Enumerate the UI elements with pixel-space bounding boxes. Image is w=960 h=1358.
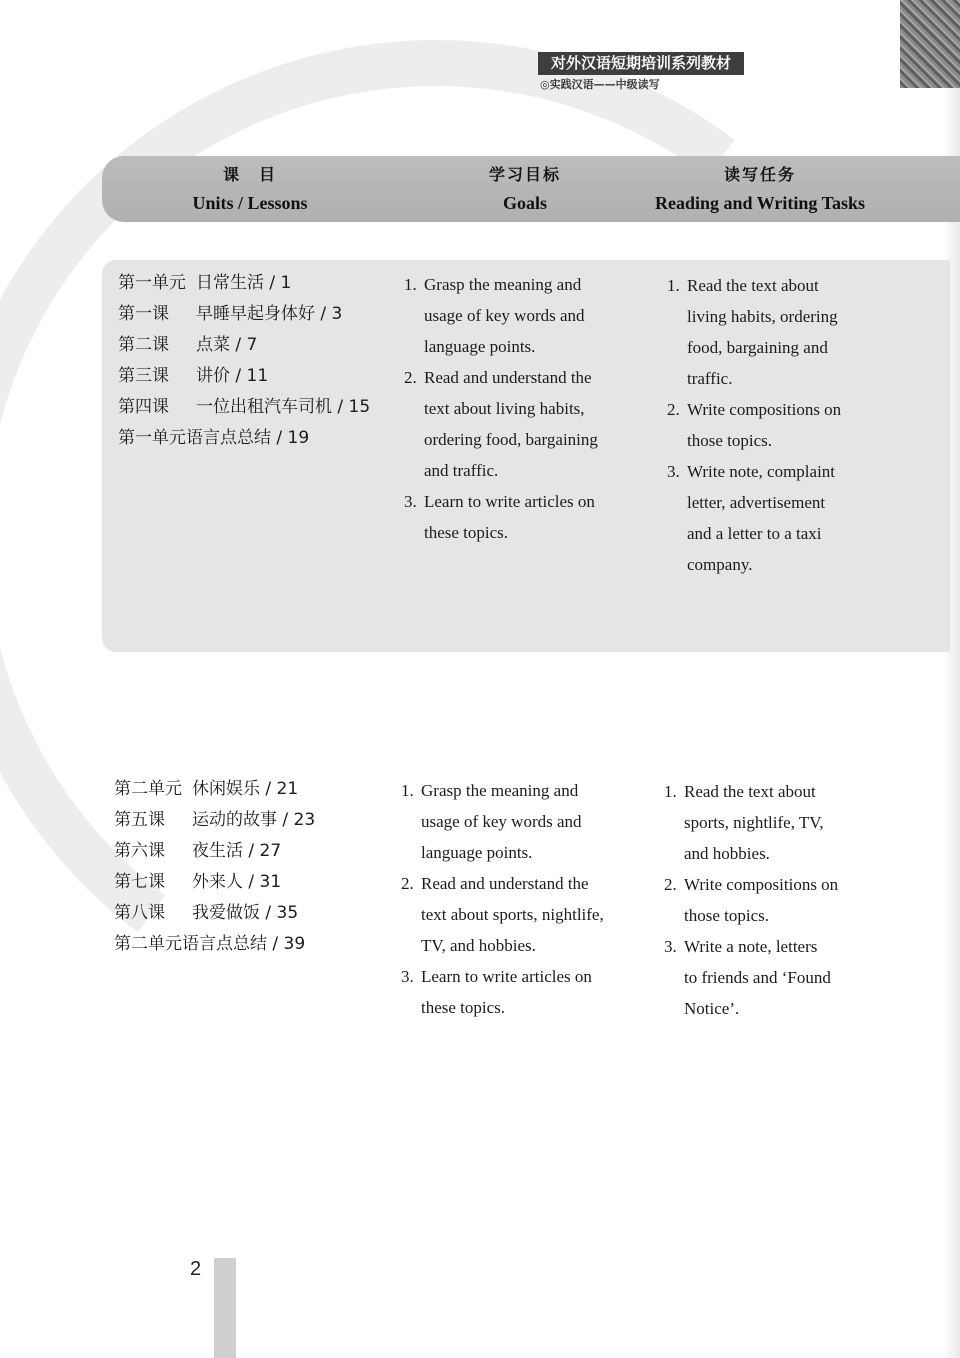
corner-texture xyxy=(900,0,960,88)
goal-item xyxy=(401,775,641,868)
goal-item xyxy=(404,362,634,486)
lesson-number: 第一单元 xyxy=(118,273,186,293)
goal-line: Learn to write articles on xyxy=(424,492,595,511)
unit-2-tasks xyxy=(664,776,894,1024)
header-goals xyxy=(440,162,610,214)
task-line: and hobbies. xyxy=(684,844,770,863)
unit-1-lessons xyxy=(118,268,370,454)
task-item xyxy=(667,270,897,394)
task-line: traffic. xyxy=(687,369,733,388)
header-tasks-en: Reading and Writing Tasks xyxy=(655,193,865,213)
task-line: Notice’. xyxy=(684,999,740,1018)
unit-2-goals xyxy=(401,775,641,1023)
lesson-row xyxy=(118,330,370,361)
lesson-title: 外来人 / 31 xyxy=(192,872,282,892)
goal-line: language points. xyxy=(421,843,533,862)
task-item xyxy=(664,776,894,869)
task-number: 2. xyxy=(664,875,677,894)
goal-item xyxy=(404,269,634,362)
task-line: letter, advertisement xyxy=(687,493,826,512)
lesson-title: 日常生活 / 1 xyxy=(196,273,292,293)
lesson-number: 第二课 xyxy=(118,335,169,355)
lesson-row xyxy=(118,268,370,299)
task-number: 3. xyxy=(664,937,677,956)
goal-line: text about sports, nightlife, xyxy=(421,905,604,924)
task-line: living habits, ordering xyxy=(687,307,838,326)
lesson-number: 第二单元 xyxy=(114,779,182,799)
task-line: and a letter to a taxi xyxy=(687,524,822,543)
goal-line: usage of key words and xyxy=(424,306,585,325)
goal-item xyxy=(401,868,641,961)
lesson-title: 一位出租汽车司机 / 15 xyxy=(196,397,371,417)
lesson-number: 第八课 xyxy=(114,903,165,923)
lesson-number: 第五课 xyxy=(114,810,165,830)
lesson-title: 讲价 / 11 xyxy=(196,366,269,386)
task-item xyxy=(667,456,897,580)
goal-line: text about living habits, xyxy=(424,399,585,418)
goal-line: Read and understand the xyxy=(421,874,589,893)
goal-line: Learn to write articles on xyxy=(421,967,592,986)
series-title: 对外汉语短期培训系列教材 xyxy=(538,52,744,75)
header-units xyxy=(160,162,340,214)
lesson-title: 运动的故事 / 23 xyxy=(192,810,316,830)
lesson-number: 第四课 xyxy=(118,397,169,417)
lesson-title: 点菜 / 7 xyxy=(196,335,258,355)
lesson-number: 第七课 xyxy=(114,872,165,892)
task-line: Write note, complaint xyxy=(687,462,836,481)
task-number: 3. xyxy=(667,462,680,481)
lesson-row xyxy=(118,361,370,392)
goal-number: 1. xyxy=(404,275,417,294)
goal-line: these topics. xyxy=(424,523,509,542)
unit-1-goals xyxy=(404,269,634,548)
lesson-row xyxy=(114,836,315,867)
lesson-row xyxy=(114,774,315,805)
lesson-row xyxy=(114,898,315,929)
task-line: Write compositions on xyxy=(687,400,842,419)
goal-item xyxy=(404,486,634,548)
lesson-row xyxy=(118,392,370,423)
lesson-title: 休闲娱乐 / 21 xyxy=(192,779,299,799)
goal-line: ordering food, bargaining xyxy=(424,430,598,449)
task-line: company. xyxy=(687,555,753,574)
task-item xyxy=(664,869,894,931)
task-number: 1. xyxy=(667,276,680,295)
goal-line: TV, and hobbies. xyxy=(421,936,536,955)
lesson-row xyxy=(118,299,370,330)
task-line: those topics. xyxy=(684,906,769,925)
lesson-title: 早睡早起身体好 / 3 xyxy=(196,304,343,324)
task-item xyxy=(664,931,894,1024)
series-subtitle: ◎实践汉语——中级读写 xyxy=(540,78,660,91)
task-item xyxy=(667,394,897,456)
lesson-row xyxy=(118,423,370,454)
header-tasks-zh: 读写任务 xyxy=(723,165,796,184)
task-line: food, bargaining and xyxy=(687,338,828,357)
task-line: Read the text about xyxy=(684,782,816,801)
unit-1-tasks xyxy=(667,270,897,580)
lesson-title: 夜生活 / 27 xyxy=(192,841,282,861)
header-tasks xyxy=(650,162,870,214)
goal-line: Read and understand the xyxy=(424,368,592,387)
lesson-number: 第一课 xyxy=(118,304,169,324)
goal-line: language points. xyxy=(424,337,536,356)
task-number: 1. xyxy=(664,782,677,801)
task-line: Write a note, letters xyxy=(684,937,818,956)
lesson-summary: 第一单元语言点总结 / 19 xyxy=(118,428,310,448)
task-line: those topics. xyxy=(687,431,772,450)
unit-2-lessons xyxy=(114,774,315,960)
lesson-row xyxy=(114,929,315,960)
goal-line: these topics. xyxy=(421,998,506,1017)
lesson-title: 我爱做饭 / 35 xyxy=(192,903,299,923)
header-goals-en: Goals xyxy=(502,193,547,213)
goal-number: 3. xyxy=(401,967,414,986)
goal-number: 3. xyxy=(404,492,417,511)
page-number: 2 xyxy=(190,1258,202,1280)
lesson-number: 第三课 xyxy=(118,366,169,386)
task-line: Write compositions on xyxy=(684,875,839,894)
lesson-row xyxy=(114,805,315,836)
goal-line: usage of key words and xyxy=(421,812,582,831)
page-number-bar xyxy=(214,1258,236,1358)
header-units-zh: 课 目 xyxy=(222,165,277,184)
task-line: to friends and ‘Found xyxy=(684,968,831,987)
goal-line: Grasp the meaning and xyxy=(421,781,579,800)
task-line: sports, nightlife, TV, xyxy=(684,813,824,832)
lesson-number: 第六课 xyxy=(114,841,165,861)
goal-number: 2. xyxy=(401,874,414,893)
goal-number: 1. xyxy=(401,781,414,800)
lesson-row xyxy=(114,867,315,898)
header-goals-zh: 学习目标 xyxy=(488,165,561,184)
goal-line: and traffic. xyxy=(424,461,499,480)
task-line: Read the text about xyxy=(687,276,819,295)
goal-line: Grasp the meaning and xyxy=(424,275,582,294)
goal-number: 2. xyxy=(404,368,417,387)
header-units-en: Units / Lessons xyxy=(192,193,308,213)
goal-item xyxy=(401,961,641,1023)
lesson-summary: 第二单元语言点总结 / 39 xyxy=(114,934,306,954)
task-number: 2. xyxy=(667,400,680,419)
